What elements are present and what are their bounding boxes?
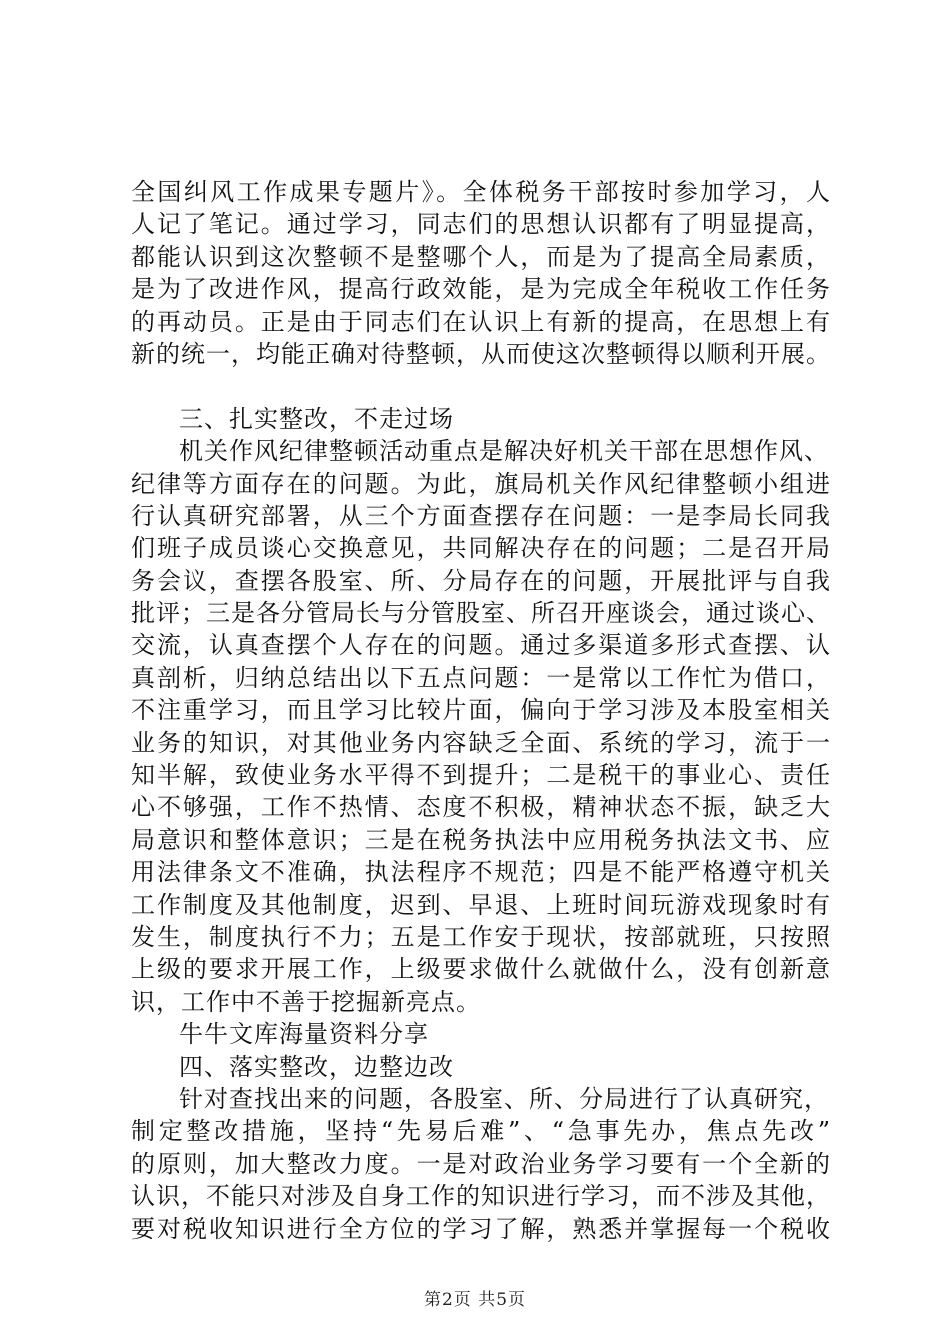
text-line: 是为了改进作风，提高行政效能，是为完成全年税收工作任务 — [131, 275, 831, 304]
text-line: 们班子成员谈心交换意见，共同解决存在的问题；二是召开局 — [131, 534, 831, 563]
text-line: 认识，不能只对涉及自身工作的知识进行学习，而不涉及其他， — [131, 1182, 831, 1211]
paragraph-3 — [131, 1083, 831, 1245]
text-line: 局意识和整体意识；三是在税务执法中应用税务执法文书、应 — [131, 825, 831, 854]
text-line: 业务的知识，对其他业务内容缺乏全面、系统的学习，流于一 — [131, 728, 831, 757]
paragraph-1 — [131, 176, 831, 370]
text-line: 制定整改措施，坚持“先易后难”、“急事先办，焦点先改” — [131, 1117, 831, 1146]
text-line: 工作制度及其他制度，迟到、早退、上班时间玩游戏现象时有 — [131, 890, 831, 919]
text-line: 交流，认真查摆个人存在的问题。通过多渠道多形式查摆、认 — [131, 631, 831, 660]
text-line: 行认真研究部署，从三个方面查摆存在问题：一是李局长同我 — [131, 501, 831, 530]
text-line: 的原则，加大整改力度。一是对政治业务学习要有一个全新的 — [131, 1149, 831, 1178]
section-heading-4: 四、落实整改，边整边改 — [179, 1052, 454, 1081]
text-line: 发生，制度执行不力；五是工作安于现状，按部就班，只按照 — [131, 922, 831, 951]
text-line: 要对税收知识进行全方位的学习了解，熟悉并掌握每一个税收 — [131, 1214, 831, 1243]
document-body — [131, 176, 831, 1245]
paragraph-2 — [131, 435, 831, 1018]
text-line: 全国纠风工作成果专题片》。全体税务干部按时参加学习，人 — [131, 178, 831, 206]
page-number-footer: 第2页 共5页 — [423, 1290, 527, 1310]
paragraph-gap — [131, 370, 831, 402]
text-line: 的再动员。正是由于同志们在认识上有新的提高，在思想上有 — [131, 307, 831, 336]
text-line: 务会议，查摆各股室、所、分局存在的问题，开展批评与自我 — [131, 566, 831, 595]
text-line: 纪律等方面存在的问题。为此，旗局机关作风纪律整顿小组进 — [131, 469, 831, 498]
text-line: 都能认识到这次整顿不是整哪个人，而是为了提高全局素质， — [131, 242, 831, 271]
section-heading-3: 三、扎实整改，不走过场 — [179, 404, 454, 433]
watermark-line: 牛牛文库海量资料分享 — [179, 1020, 429, 1049]
text-line: 知半解，致使业务水平得不到提升；二是税干的事业心、责任 — [131, 761, 831, 790]
text-line: 针对查找出来的问题，各股室、所、分局进行了认真研究， — [179, 1084, 829, 1113]
text-line: 上级的要求开展工作，上级要求做什么就做什么，没有创新意 — [131, 955, 831, 984]
text-line: 心不够强，工作不热情、态度不积极，精神状态不振，缺乏大 — [131, 793, 831, 822]
text-line: 真剖析，归纳总结出以下五点问题：一是常以工作忙为借口， — [131, 663, 831, 692]
text-line: 用法律条文不准确，执法程序不规范；四是不能严格遵守机关 — [131, 858, 831, 887]
text-line: 人记了笔记。通过学习，同志们的思想认识都有了明显提高， — [131, 210, 831, 239]
text-line: 批评；三是各分管局长与分管股室、所召开座谈会，通过谈心、 — [131, 599, 831, 628]
text-line: 不注重学习，而且学习比较片面，偏向于学习涉及本股室相关 — [131, 696, 831, 725]
text-line: 识，工作中不善于挖掘新亮点。 — [131, 987, 481, 1016]
text-line: 机关作风纪律整顿活动重点是解决好机关干部在思想作风、 — [179, 437, 829, 466]
text-line: 新的统一，均能正确对待整顿，从而使这次整顿得以顺利开展。 — [131, 339, 831, 368]
